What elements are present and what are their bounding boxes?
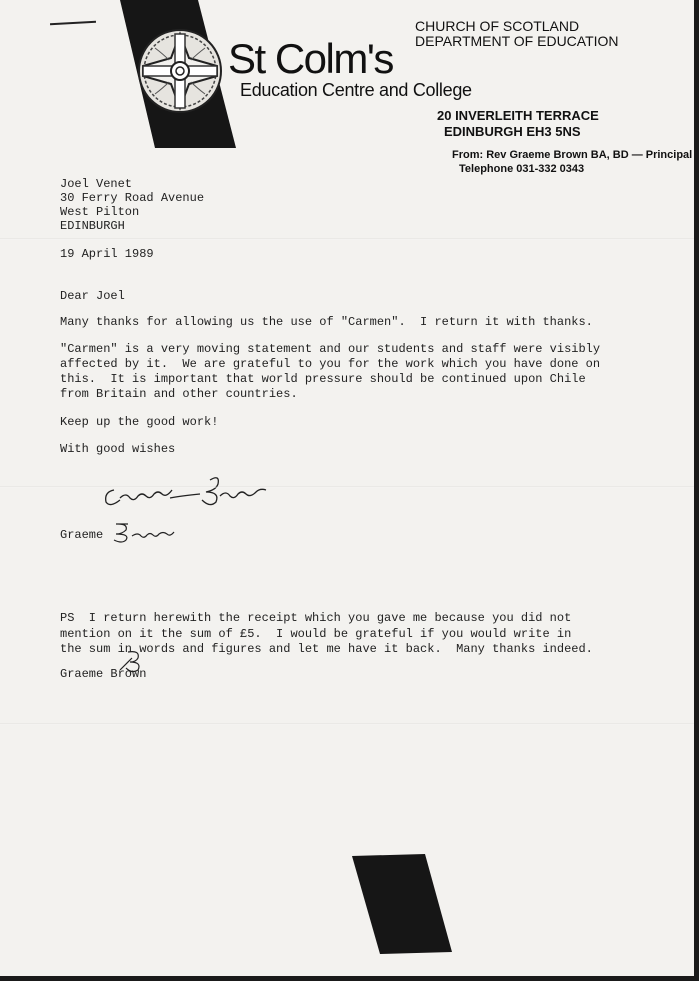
recipient-name: Joel Venet <box>60 177 133 191</box>
paragraph-2-line-4: from Britain and other countries. <box>60 387 298 401</box>
address-line-2: EDINBURGH EH3 5NS <box>444 124 581 139</box>
footer-diagonal-band <box>0 850 694 960</box>
brand-name: St Colm's <box>228 35 393 82</box>
ps-line-1: PS I return herewith the receipt which you gave me because you did not <box>60 611 572 625</box>
address-line-1: 20 INVERLEITH TERRACE <box>437 108 599 123</box>
closing: With good wishes <box>60 442 176 456</box>
recipient-city: EDINBURGH <box>60 219 125 233</box>
ps-line-2: mention on it the sum of £5. I would be grateful if you would write in <box>60 627 572 641</box>
org-line-2: DEPARTMENT OF EDUCATION <box>415 33 619 49</box>
ps-signature: Graeme Brown <box>60 667 147 681</box>
letter-date: 19 April 1989 <box>60 247 154 261</box>
paragraph-1: Many thanks for allowing us the use of "Carmen". I return it with thanks. <box>60 315 593 329</box>
handwritten-signature <box>100 472 280 512</box>
handwritten-surname <box>112 520 178 544</box>
telephone-line: Telephone 031-332 0343 <box>459 163 585 175</box>
ps-line-3: the sum in words and figures and let me have it back. Many thanks indeed. <box>60 642 593 656</box>
brand-subtitle: Education Centre and College <box>240 80 472 100</box>
paper-fold <box>0 486 694 488</box>
recipient-street: 30 Ferry Road Avenue <box>60 191 205 205</box>
paragraph-2-line-1: "Carmen" is a very moving statement and our students and staff were visibly <box>60 342 601 356</box>
celtic-cross-icon <box>137 28 223 114</box>
paper-fold <box>0 238 694 240</box>
paper-fold <box>0 723 694 725</box>
handwritten-initials <box>114 648 154 678</box>
sender-line: From: Rev Graeme Brown BA, BD — Principal <box>452 149 693 161</box>
recipient-area: West Pilton <box>60 205 140 219</box>
paragraph-2-line-2: affected by it. We are grateful to you for the work which you have done on <box>60 357 601 371</box>
paragraph-2-line-3: this. It is important that world pressure should be continued upon Chile <box>60 372 586 386</box>
paragraph-3: Keep up the good work! <box>60 415 219 429</box>
typed-signature-name: Graeme <box>60 528 104 542</box>
salutation: Dear Joel <box>60 289 125 303</box>
org-line-1: CHURCH OF SCOTLAND <box>415 18 580 34</box>
